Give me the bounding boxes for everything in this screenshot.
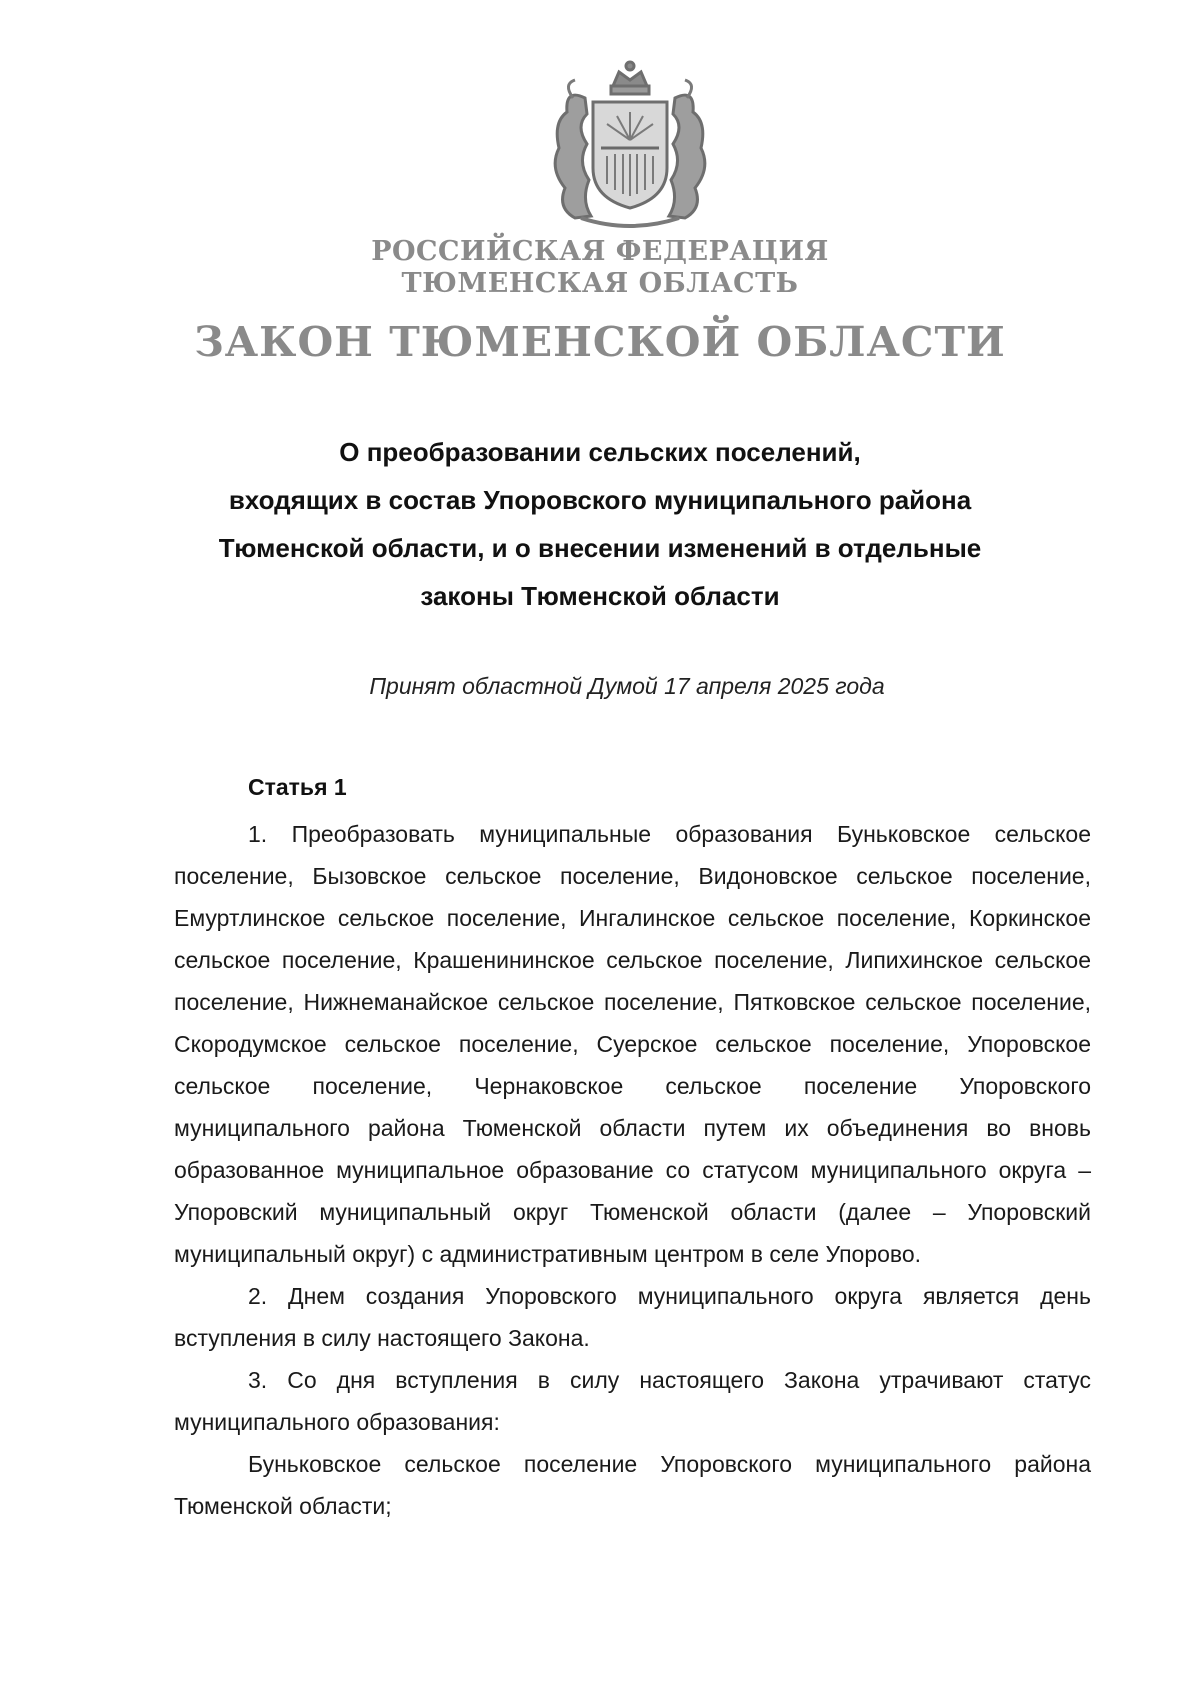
document-title — [150, 428, 1050, 620]
coat-of-arms-icon — [535, 58, 725, 233]
header-country: РОССИЙСКАЯ ФЕДЕРАЦИЯ — [371, 236, 829, 267]
article-paragraph: 2. Днем создания Упоровского муниципального округа является день вступления в силу настоящего Закона. — [174, 1283, 1091, 1351]
article-paragraph: 1. Преобразовать муниципальные образования Буньковское сельское поселение, Бызовское сельское поселение, Видоновское сельское поселение, Емуртлинское сельское поселение, Ингалинское сельское поселение, Коркинское сельское поселение, Крашенининское сельское поселение, Липихинское сельское поселение, Нижнеманайское сельское поселение, Пятковское сельское поселение, Скородумское сельское поселение, Суерское сельское поселение, Упоровское сельское поселение, Чернаковское сельское поселение Упоровского муниципального района Тюменской области путем их объединения во вновь образованное муниципальное образование со статусом муниципального округа – Упоровский муниципальный округ Тюменской области (далее – Упоровский муниципальный округ) с административным центром в селе Упорово. — [174, 821, 1091, 1267]
article-body — [174, 813, 1091, 1527]
title-line: законы Тюменской области — [420, 581, 780, 611]
title-line: О преобразовании сельских поселений, — [339, 437, 861, 467]
header-region: ТЮМЕНСКАЯ ОБЛАСТЬ — [401, 268, 799, 299]
article-paragraph: Буньковское сельское поселение Упоровского муниципального района Тюменской области; — [174, 1451, 1091, 1519]
title-line: Тюменской области, и о внесении изменений в отдельные — [218, 533, 982, 563]
header-law-title: ЗАКОН ТЮМЕНСКОЙ ОБЛАСТИ — [194, 318, 1006, 366]
article-paragraph: 3. Со дня вступления в силу настоящего Закона утрачивают статус муниципального образования: — [174, 1367, 1091, 1435]
title-line: входящих в состав Упоровского муниципального района — [228, 485, 972, 515]
adoption-note: Принят областной Думой 17 апреля 2025 года — [369, 673, 885, 699]
article-heading: Статья 1 — [248, 774, 347, 800]
